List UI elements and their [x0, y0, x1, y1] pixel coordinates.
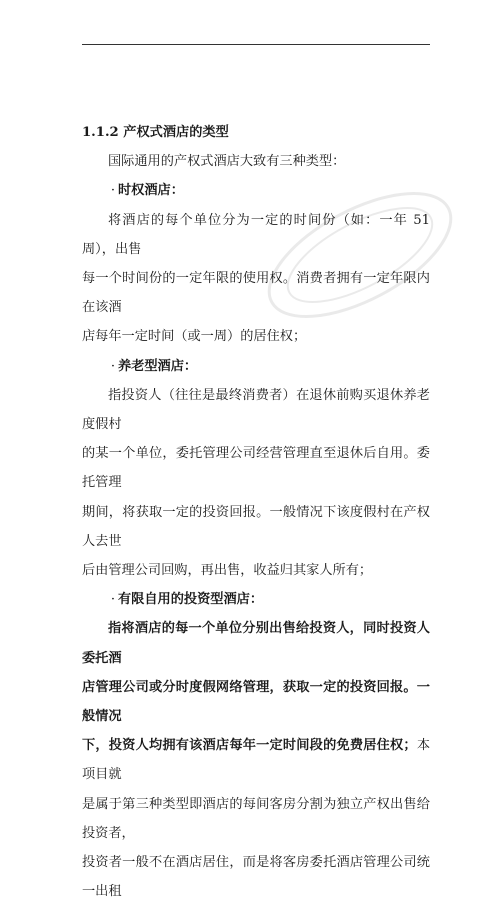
bullet-dot-icon: · [110, 183, 116, 199]
type-3-line-3-bold: 下，投资人均拥有该酒店每年一定时间段的免费居住权； [82, 738, 417, 754]
type-1-title [82, 176, 430, 205]
type-3-line-2: 店管理公司或分时度假网络管理，获取一定的投资回报。一般情况 [82, 679, 430, 725]
type-2-line-1: 指投资人（往往是最终消费者）在退休前购买退休养老度假村 [82, 387, 430, 433]
type-3-line-4: 是属于第三种类型即酒店的每间客房分割为独立产权出售给投资者， [82, 796, 430, 841]
type-3-line-3-normal: 本项目就 [82, 738, 431, 783]
section-heading: 1.1.2 产权式酒店的类型 [82, 125, 229, 140]
type-3-title [82, 585, 430, 614]
type-1-line-2: 每一个时间份的一定年限的使用权。消费者拥有一定年限内在该酒 [82, 271, 430, 316]
type-2-title [82, 352, 430, 381]
type-2-line-3: 期间，将获取一定的投资回报。一般情况下该度假村在产权人去世 [82, 504, 430, 549]
type-2-label: 养老型酒店： [118, 358, 198, 374]
type-3-label: 有限自用的投资型酒店： [118, 592, 264, 608]
document-body [82, 118, 430, 906]
type-1-line-3: 店每年一定时间（或一周）的居住权； [82, 329, 307, 345]
type-1-label: 时权酒店： [118, 183, 184, 199]
type-1-line-1: 将酒店的每个单位分为一定的时间份（如：一年 51 周），出售 [82, 212, 430, 257]
type-2-line-2: 的某一个单位，委托管理公司经营管理直至退休后自用。委托管理 [82, 446, 430, 491]
type-3-line-1: 指将酒店的每一个单位分别出售给投资人，同时投资人委托酒 [82, 621, 430, 666]
bullet-dot-icon: · [110, 592, 116, 608]
type-3-line-5: 投资者一般不在酒店居住，而是将客房委托酒店管理公司统一出租 [82, 855, 430, 900]
type-3-line-3 [82, 731, 430, 789]
section-intro: 国际通用的产权式酒店大致有三种类型： [108, 154, 346, 170]
type-2-line-4: 后由管理公司回购，再出售，收益归其家人所有； [82, 563, 373, 579]
bullet-dot-icon: · [110, 358, 116, 374]
header-rule [82, 44, 430, 45]
